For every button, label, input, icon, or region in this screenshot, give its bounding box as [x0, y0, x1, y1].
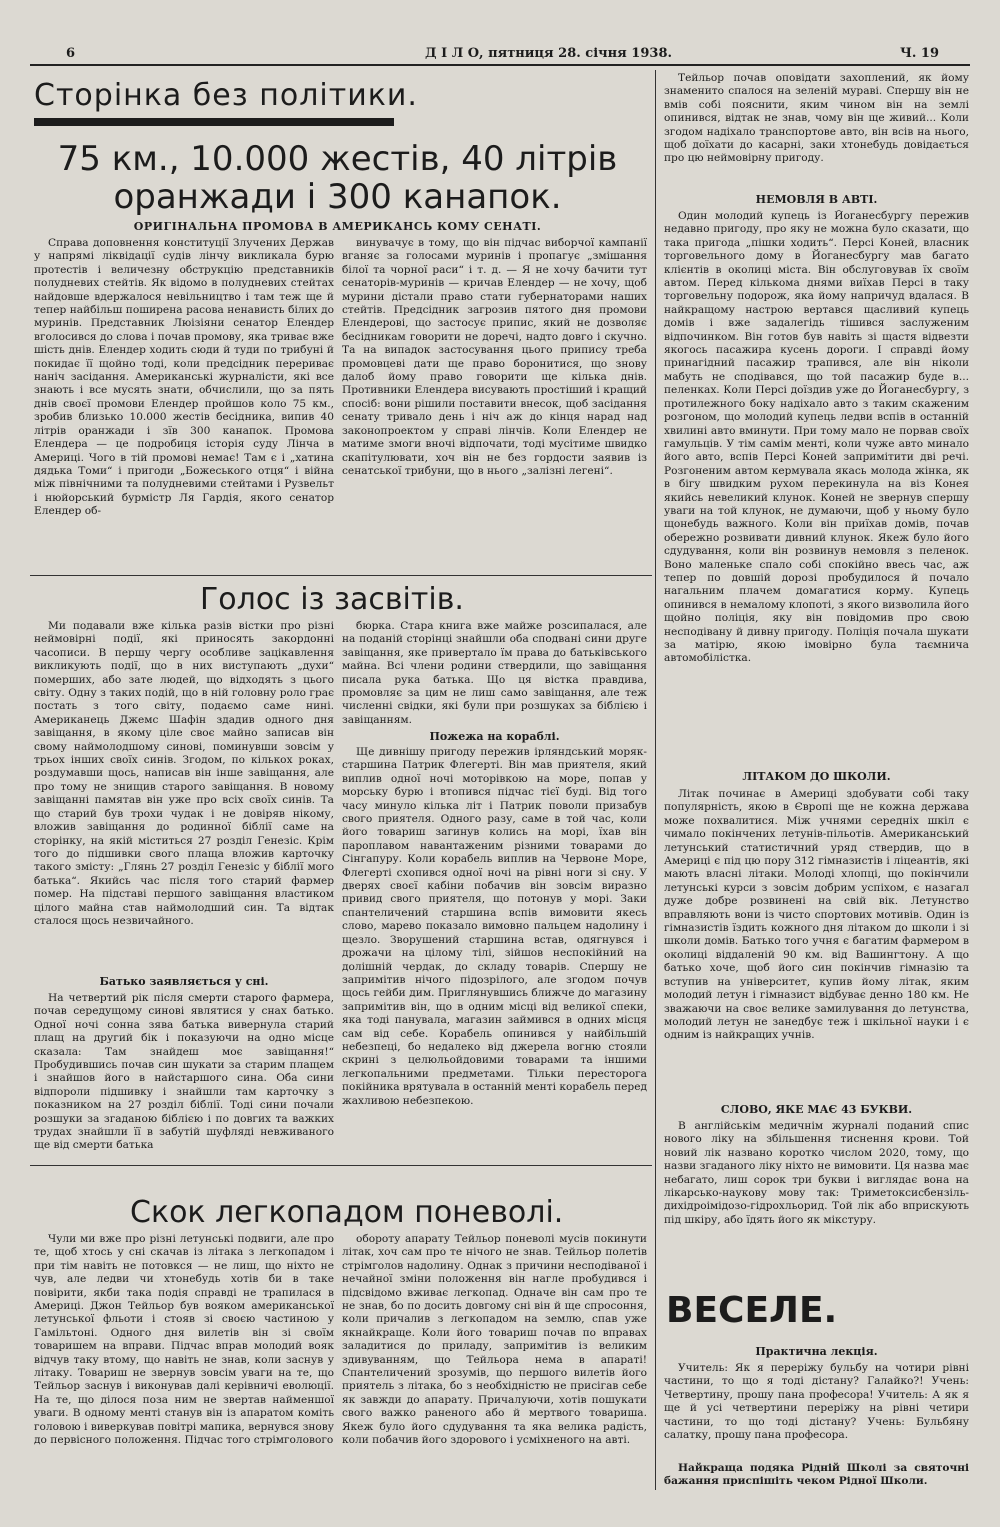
article3-col1: Чули ми вже про різні летунські подвиги, але про те, щоб хтось у сні скачав із літака з легкопадом і при тім навіть не потовкся — не лиш, що ніхто не чув, але ледви чи хтонебудь хотів би в таке повірити, якби така подія справді не трапилася в Америці. Джон Тейльор був вояком американської летунської фльоти і стояв зі своєю частиною у Гамільтоні. Одного дня вилетів він зі своїм товаришем на вправи. Підчас вправ молодий вояк відчув таку втому, що навіть не знав, коли заснув у літаку. Товариш не звернув зовсім уваги на те, що Тейльор заснув і виконував далі керівничі еволюції. На те, що ділося поза ним не звертав найменшої уваги. В одному менті станув він із апаратом коміть головою і виверкував повітрі мапика, вернувся знову до первісного положення. Підчас того стрімголового — [34, 1233, 334, 1447]
right-head3: СЛОВО, ЯКЕ МАЄ 43 БУКВИ. — [720, 1103, 913, 1116]
article3-col2: обороту апарату Тейльор поневолі мусів покинути літак, хоч сам про те нічого не знав. Тейльор полетів стрімголов надолину. Однак з причини несподіваної і нечайної зміни положення він нагле пробудився і підсвідомо вживає легкопад. Одначе він сам про те не знав, бо по досить довгому сні він й ще спросоння, коли причалив з легкопадом на землю, спав уже якнайкраще. Коли його товариш почав по вправах заладитися до приладу, запримітив із великим здивуванням, що Тейльора нема в апараті! Спантеличений зрозумів, що першого вилетів його приятель з літака, бо з необхідністю не присігав себе як завжди до апарату. Причалуючи, хотів пошукати свого важко раненого або й мертвого товариша. Якеж було його сдудування та яка велика радість, коли побачив його здорового і усміхненого на авті. — [342, 1233, 647, 1447]
article1-col1: Справа доповнення конституції Злучених Держав у напрямі ліквідації судів лінчу викликала бурю протестів і величезну обструкцію представників полудневих стейтів. Як відомо в полудневих стейтах найдовше вдержалося невільництво і там теж ще й тепер найбільш поширена расова ненависть білих до муринів. Представник Люізіяни сенатор Елендер вголосився до слова і почав промову, яка триває вже шість днів. Елендер ходить сюди й туди по трибуні й покидає її щойно тоді, коли предсідник перериває наніч засідання. Американські журналісти, які все знають і все мусять знати, обчислили, що за пять днів своєї промови Елендер пройшов коло 75 км., зробив близько 10.000 жестів бесідника, випив 40 літрів оранжади і зїв 300 канапок. Промова Елендера — це подробиця історія суду Лінча в Америці. Чого в тій промові немає! Там є і „хатина дядька Томи“ і пригоди „Божеського отця“ і війна між північними та полудневими стейтами і Рузвельт і нюйорський бурмістр Ля Гардія, якого сенатор Елендер об- — [34, 237, 334, 518]
article2-subhead1: Батько заявляється у сні. — [99, 975, 269, 988]
divider — [30, 1165, 652, 1166]
right-text3: В англійськім медичнім журналі поданий спис нового ліку на збільшення тиснення крови. Той новий лік названо коротко числом 2020, тому, що назви згаданого ліку ніхто не вимовити. Ця назва має небагато, лиш сорок три букви і виглядає вона на лікарсько-наукову мову так: Триметоксисбензіль-дихідроімідозо-гідрохльорид. Той лік або вприскують під шкіру, або їдять його як мікстуру. — [664, 1120, 969, 1226]
right-text2: Літак починає в Америці здобувати собі таку популярність, якою в Європі ще не кожна держава може похвалитися. Між учнями середніх шкіл є чимало покінчених летунів-пільотів. Американський летунський статистичний уряд ствердив, що в Америці є під цю пору 312 гімназистів і ліцеантів, які мають власні літаки. Молоді хлопці, що покінчили летунські курси з зовсім добрим успіхом, є назагал дуже добре розвинені на свій вік. Летунство вправляють вони із чисто спортових мотивів. Один із гімназистів їздить кожного дня літаком до школи і зі школи домів. Батько того учня є багатим фармером в околиці віддаленій 90 км. від Вашингтону. А що батько хоче, щоб його син покінчив гімназію та вступив на університет, купив йому літак, яким молодий летун і гімназист відбуває денно 180 км. Не зважаючи на своє велике замилування до летунства, молодий летун не занедбує теж і шкільної науки і є одним із найкращих учнів. — [664, 788, 969, 1042]
article2-col1: Ми подавали вже кілька разів вістки про різні неймовірні події, які приносять закордонні часописи. В першу чергу особливе зацікавлення викликують події, що в них виступають „духи“ померших, або зате людей, що відходять з цього світу. Одну з таких подій, що в ній головну роло грає постать з того світу, подаємо саме нині. Американець Джемс Шафін здадив одного дня завіщання, в якому ціле своє майно записав він свому наймолодшому синові, поминувши зовсім у трьох інших своїх синів. Згодом, по кількох роках, роздумавши щось, написав він інше завіщання, але про тому не знищив старого завіщання. В новому завіщанні памятав він уже про всіх своїх синів. Та що старий був трохи чудак і не довіряв нікому, вложив завіщання до родинної біблії саме на сторінку, на якій міститься 27 розділ Генезіс. Крім того до підшивки свого плаща вложив карточку такого змісту: „Глянь 27 розділ Генезіс у біблії мого батька“. Якийсь час після того старий фармер помер. На підставі першого завіщання властиком цілого майна став наймолодший син. Та відтак сталося щось незвичайного. — [34, 620, 334, 927]
page-number: 6 — [66, 46, 76, 61]
right-col-intro: Тейльор почав оповідати захоплений, як йому знаменито спалося на зеленій мураві. Спершу він не вмів собі пояснити, яким чином він на землі опинився, відтак не знав, чому він ще живий... Коли згодом надіхало транспортове авто, він всів на нього, щоб доїхати до касарні, заки хтонебудь довідається про цю неймовірну пригоду. — [664, 72, 969, 165]
article2-col2: бюрка. Стара книга вже майже розсипалася, але на поданій сторінці знайшли оба сподвані сини друге завіщання, яке привертало їм права до батьківського майна. Всі члени родини ствердили, що завіщання писала рука батька. Що ця вістка правдива, промовляє за цим не лиш само завіщання, але теж численні свідки, які були при розшуках за біблією і завіщанням. — [342, 620, 647, 726]
joke-text: Учитель: Як я переріжу бульбу на чотири рівні частини, то що я тоді дістану? Галайко?! Учень: Четвертину, прошу пана професора! Учитель: А як я ще й усі четвертини переріжу на рівні четири частини, то що тоді дістану? Учень: Бульбяну салатку, прошу пана професора. — [664, 1362, 969, 1442]
article2-title: Голос із засвітів. — [200, 582, 464, 617]
divider — [30, 575, 652, 576]
right-text1: Один молодий купець із Йоганесбургу пережив недавно пригоду, про яку не можна було сказати, що така пригода „пішки ходить“. Персі Коней, власник торговельного дому в Йоганесбургу мав багато клієнтів в околиці міста. Він обслуговував їх своїм автом. Перед кількома днями виїхав Персі в таку торговельну подорож, яка йому напричуд вдалася. В найкращому настрою вертався щасливий купець домів і вже задалегідь тішився заслуженим відпочинком. Він готов був навіть зі щастя відвезти якогось пасажира кусень дороги. І справді йому принагідний пасажир трапився, але він ніколи мабуть не сподівався, що той пасажир буде в... пеленках. Коли Персі доїздив уже до Йоганесбургу, з протилежного боку надіхало авто з таким скаженим розгоном, що молодий купець ледви вспів в останній хвилині авто вминути. При тому мало не порвав своїх гамульців. У тім самім менті, коли чуже авто минало його авто, вспів Персі Коней запримітити дві речі. Розгоненим автом кермувала якась молода жінка, як в бігу швидким рухом перекинула на віз Конея якийсь невеликий клунок. Коней не звернув спершу уваги на той клунок, не думаючи, щоб у ньому було щонебудь важного. Коли він приїхав домів, почав обережно розвивати дивний клунок. Якеж було його сдудування, коли він розвинув немовля з пеленок. Воно маленьке спало собі спокійно ввесь час, аж тепер по довшій дорозі пробудилося й почало нагальним плачем домагатися корму. Купець опинився в немалому клопоті, з якого визволила його щойно поліція, яку він повідомив про свою несподівану й дивну пригоду. Поліція почала шукати за матірю, якою імовірно була таємнича автомобілістка. — [664, 210, 969, 665]
article1-title: 75 км., 10.000 жестів, 40 літрів оранжади і 300 канапок. — [57, 140, 618, 216]
kicker-rule — [34, 118, 394, 126]
joke-title: Практична лекція. — [755, 1345, 878, 1358]
article3-title: Скок легкопадом поневолі. — [130, 1195, 564, 1230]
vesele-heading: ВЕСЕЛЕ. — [666, 1290, 838, 1331]
page-header — [30, 44, 970, 66]
article1-col2: винувачує в тому, що він підчас виборчої кампанії вганяє за голосами муринів і пропагує „змішання білої та чорної раси“ і т. д. — Я не хочу бачити тут сенаторів-муринів — кричав Елендер — не хочу, щоб мурини дістали право стати губернаторами наших стейтів. Предсідник загрозив пятого дня промови Елендерові, що застосує припис, який не дозволяє бесідникам говорити не доречі, надто довго і скучно. Та на випадок застосування цього припису треба промовцеві дати ще право боронитися, що знову далоб йому право говорити ще кілька днів. Противники Елендера висувають простіший і кращий спосіб: вони рішили поставити внесок, щоб засідання сенату тривало день і ніч аж до кінця нарад над законопроектом у справі лінчів. Коли Елендер не матиме змоги вночі відпочати, тоді мусітиме швидко скапітулювати, хоч він не без гордости заявив із сенатської трибуни, що в нього „залізні легені“. — [342, 237, 647, 477]
article2-col1b: На четвертий рік після смерти старого фармера, почав середущому синові являтися у снах батько. Одної ночі сонна зява батька вивернула старий плащ на другий бік і показуючи на одно місце сказала: Там знайдеш моє завіщання!“ Пробудившись почав син шукати за старим плащем і знайшов його в найстаршого сина. Оба сини відпороли підшивку і знайшли там карточку з показником на 27 розділ біблії. Тоді сини почали розшуки за згаданою біблією і по довгих та важких трудах знайшли її в забутій шуфляді невживаного ще від смерти батька — [34, 992, 334, 1152]
article2-subhead2: Пожежа на кораблі. — [429, 730, 560, 743]
header-date: Д І Л О, пятниця 28. січня 1938. — [425, 46, 673, 61]
issue-number: Ч. 19 — [900, 46, 940, 61]
right-head1: НЕМОВЛЯ В АВТІ. — [755, 193, 878, 206]
column-rule — [655, 70, 656, 1490]
right-head2: ЛІТАКОМ ДО ШКОЛИ. — [742, 770, 891, 783]
article1-subtitle: ОРИГІНАЛЬНА ПРОМОВА В АМЕРИКАНСЬ КОМУ СЕНАТІ. — [133, 220, 542, 233]
article2-col2b: Ще дивнішу пригоду пережив ірляндський моряк-старшина Патрик Флегерті. Він мав приятеля, який виплив одної ночі моторівкою на море, попав у морську бурю і втопився підчас тієї буді. Від того часу минуло кілька літ і Патрик поволи призабув свого приятеля. Одного разу, саме в той час, коли його товариш загинув колись на морі, їхав він пароплавом навантаженим різними товарами до Сінгапуру. Коли корабель виплив на Червоне Море, Флегерті схопився одної ночі на рівні ноги зі сну. У дверях своєї кабіни побачив він зовсім виразно привид свого приятеля, що потонув у морі. Заки спантеличений старшина вспів вимовити якесь слово, марево показало вимовно пальцем надолину і щезло. Зворушений старшина встав, одягнувся і дрожачи на цілому тілі, зійшов неспокійний на долішній чердак, до складу товарів. Спершу не запримітив нічого підозрілого, але згодом почув щось гейби дим. Приглянувшись ближче до магазину запримітив він, що в одним місці від великої спеки, яка тоді панувала, магазин займився в одних місця сам від себе. Корабель опинився у найбільшій небезпеці, бо недалеко від джерела вогню стояли скрині з целюльойдовими товарами та іншими легкопальними предметами. Тільки пересторога покійника врятувала в останній менті корабель перед жахливою небезпекою. — [342, 746, 647, 1107]
footer-note: Найкраща подяка Рідній Школі за святочні бажання приспішіть чеком Рідної Школи. — [664, 1462, 969, 1488]
section-kicker: Сторінка без політики. — [34, 78, 418, 113]
